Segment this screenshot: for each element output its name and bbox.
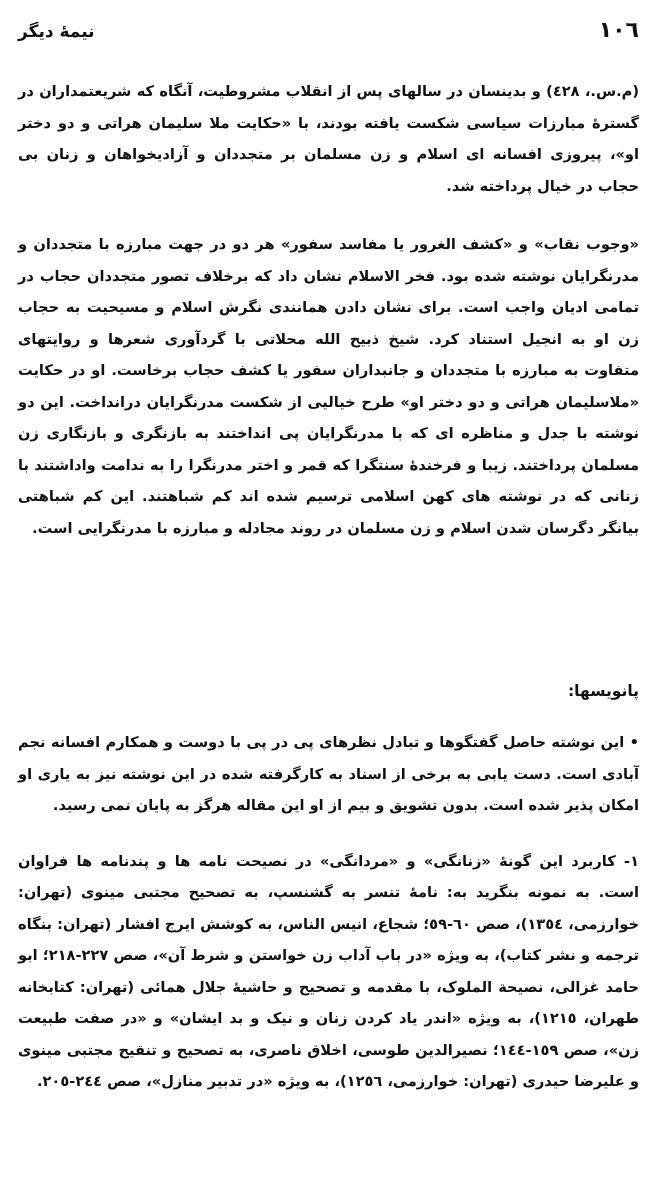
- body-paragraph: «وجوب نقاب» و «کشف الغرور یا مفاسد سفور» هر دو در جهت مبارزه با متجددان و مدرنگرایان نوشته شده بود. فخر الاسلام نشان داد که برخلاف تصور متجددان حجاب در تمامی ادیان واجب است. برای نشان دادن همانندی نگرش اسلام و مسیحیت به حجاب زن او به انجیل استناد کرد. شیخ ذبیح الله محلاتی با گردآوری شعرها و روایتهای متفاوت به مبارزه با متجددان و جانبداران سفور یا کشف حجاب برخاست. او در حکایت «ملاسلیمان هراتی و دو دختر او» طرح خیالیی از شکست مدرنگرایان درانداخت. این دو نوشته با جدل و مناظره ای که با مدرنگرایان پی انداختند به بازنگری و بازنگاری زن مسلمان پرداختند. زیبا و فرخندهٔ سنتگرا که قمر و اختر مدرنگرا را به ندامت واداشتند با زنانی که در نوشته های کهن اسلامی ترسیم شده اند کم شباهتند. این کم شباهتی بیانگر دگرسان شدن اسلام و زن مسلمان در روند مجادله و مبارزه با مدرنگرایی است.: [18, 236, 639, 537]
- footnote-1: [18, 846, 639, 1098]
- book-title: نصیحة الملوک: [441, 978, 544, 996]
- book-title: انیس الناس: [282, 915, 368, 933]
- footnote-acknowledgement: • این نوشته حاصل گفتگوها و تبادل نظرهای پی در پی با دوست و همکارم افسانه نجم آبادی است. دست یابی به برخی از اسناد به کارگرفته شده در این نوشته نیز به یاری او امکان پذیر شده است. بدون تشویق و بیم از او این مقاله هرگز به پایان نمی رسید.: [18, 734, 639, 814]
- running-head: [18, 18, 639, 50]
- footnotes-heading: پانویسها:: [567, 682, 639, 700]
- section-spacer: [18, 544, 639, 675]
- book-title: نامهٔ تنسر به گشنسپ: [273, 884, 438, 901]
- footnote-text: ، به تصحیح مجتبی مینوی (تهران: خوارزمی، ١٣٥٤)، صص ٦٠-٥٩؛ شجاع،: [18, 884, 639, 933]
- book-title: اخلاق ناصری: [254, 1041, 347, 1059]
- body-paragraph: (م.س.، ٤٢٨) و بدینسان در سالهای پس از انقلاب مشروطیت، آنگاه که شریعتمداران در گسترهٔ مبارزات سیاسی شکست یافته بودند، با «حکایت ملا سلیمان هراتی و دو دختر او»، پیروزی افسانه ای اسلام و زن مسلمان بر متجددان و آزادیخواهان و زنان بی حجاب در خیال پرداخته شد.: [18, 83, 639, 195]
- footnote-text: ، به کوشش ایرج افشار (تهران: بنگاه ترجمه و نشر کتاب)، به ویژه «در باب آداب زن خواستن و شرط آن»، صص ٢٢٧-٢١٨؛ ابو حامد غزالی،: [18, 915, 639, 996]
- running-title: نیمهٔ دیگر: [18, 22, 95, 42]
- page-number: ١٠٦: [598, 18, 639, 43]
- footnote-text: ، به تصحیح و تنقیح مجتبی مینوی و علیرضا حیدری (تهران: خوارزمی، ١٢٥٦)، به ویژه «در تدبیر منازل»، صص ٢٤٤-٢٠٥.: [18, 1041, 639, 1090]
- footnote-text: ١- کاربرد این گونهٔ «زنانگی» و «مردانگی» در نصیحت نامه ها و پندنامه ها فراوان است. به نمونه بنگرید به:: [18, 852, 640, 901]
- footnote-text: ، با مقدمه و تصحیح و حاشیهٔ جلال همائی (تهران: کتابخانه طهران، ١٢١٥)، به ویژه «اندر یاد کردن زنان و نیک و بد ایشان» و «در صفت طبیعت زن»، صص ١٥٩-١٤٤؛ نصیرالدین طوسی،: [18, 978, 640, 1059]
